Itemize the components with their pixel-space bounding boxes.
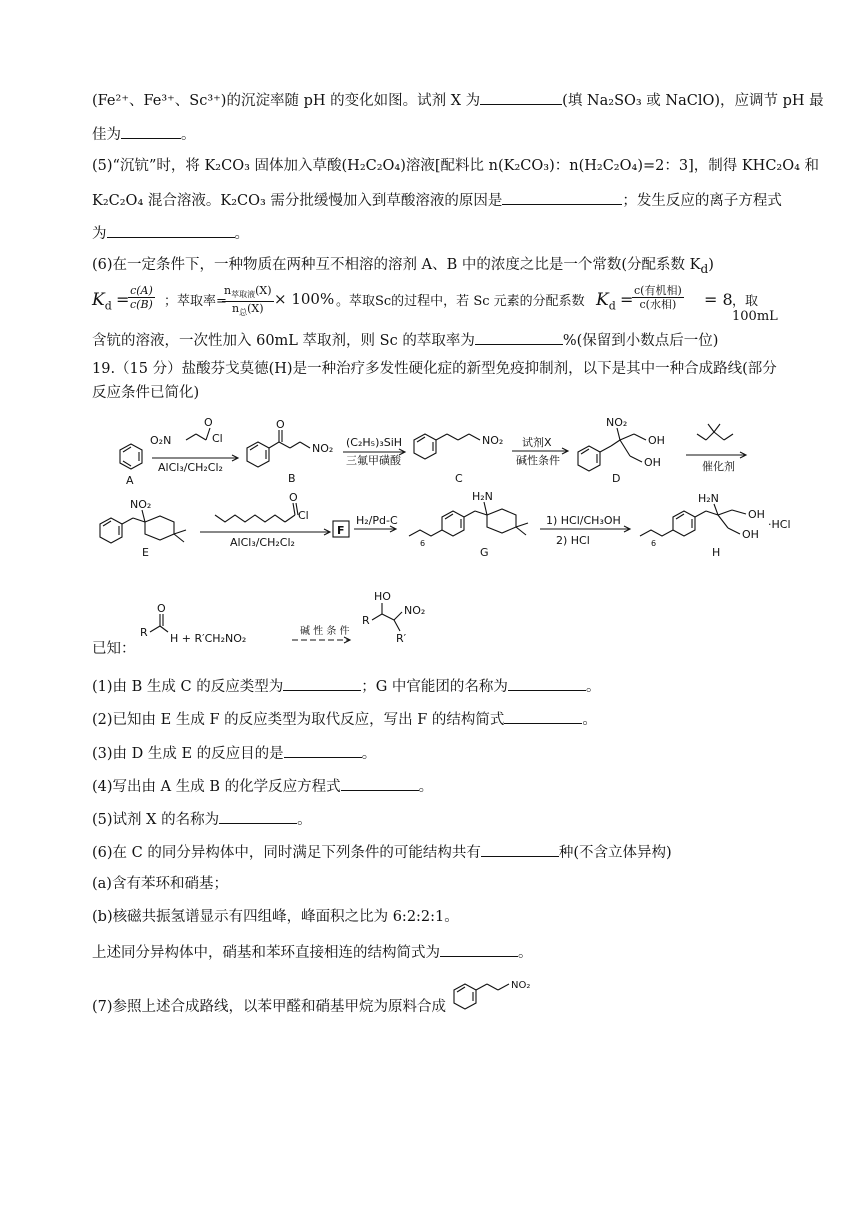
line8-text: 含钪的溶液，一次性加入 60mL 萃取剂，则 Sc 的萃取率为 [92,333,475,349]
r5-bottom: AlCl₃/CH₂Cl₂ [230,536,295,549]
g-sub6: 6 [420,539,426,548]
question-6a [92,875,228,893]
question-1 [92,676,600,696]
q6b-text: (b)核磁共振氢谱显示有四组峰，峰面积之比为 6:2:2:1。 [92,909,459,925]
q3-end: 。 [361,746,377,762]
r7-top: 1) HCl/CH₃OH [546,514,621,527]
question-5 [92,809,312,829]
q5-text: (5)试剂 X 的名称为 [92,812,220,828]
d-no2: NO₂ [606,416,628,429]
q6a-text: (a)含有苯环和硝基； [92,876,228,892]
q6-text: (6)在 C 的同分异构体中，同时满足下列条件的可能结构共有 [92,845,481,861]
question-6b [92,908,459,926]
known-rp: R′ [396,632,407,645]
c-no2: NO₂ [482,434,504,447]
answer-blank[interactable] [504,709,582,724]
question-4 [92,776,433,796]
known-r2: R [362,614,370,627]
line8-end: %(保留到小数点后一位) [562,333,719,349]
question-3 [92,743,376,763]
d-oh2: OH [644,456,661,469]
answer-blank[interactable] [440,942,518,957]
line6-end: ) [708,257,714,273]
line6-text: (6)在一定条件下，一种物质在两种互不相溶的溶剂 A、B 中的浓度之比是一个常数(分配系数 K [92,257,701,273]
r1-cl: Cl [212,432,223,445]
fraction-ca-cb: $\frac{c(A)}{c(B)}$ [130,284,153,311]
r3-top: 试剂X [522,436,552,449]
label-a: A [126,474,134,487]
kd-symbol-2: $K_d$ [596,290,616,313]
extract-rate-label: ；萃取率= [164,294,227,309]
r1-no2: O₂N [150,434,172,447]
line4-text-b: ；发生反应的离子方程式 [622,193,782,209]
r7-bottom: 2) HCl [556,534,590,547]
r2-top: (C₂H₅)₃SiH [346,436,403,449]
r1-cond: AlCl₃/CH₂Cl₂ [158,461,223,474]
line3-text: (5)“沉钪”时，将 K₂CO₃ 固体加入草酸(H₂C₂O₄)溶液[配料比 n(K₂CO₃)：n(H₂C₂O₄)=2：3]，制得 KHC₂O₄ 和 [92,158,820,174]
d-oh1: OH [648,434,665,447]
q1-end: 。 [585,679,601,695]
answer-blank[interactable] [508,676,586,691]
r4-bottom: 催化剂 [702,460,735,473]
q4-end: 。 [418,779,434,795]
label-d: D [612,472,621,485]
label-c: C [455,472,463,485]
g-h2n: H₂N [472,490,493,503]
eq-eight: = 8 [704,290,733,309]
h-oh2: OH [742,528,759,541]
q3-text: (3)由 D 生成 E 的反应目的是 [92,746,284,762]
r2-bottom: 三氟甲磺酸 [346,454,401,467]
b-o: O [276,418,285,431]
q2-end: 。 [582,712,597,728]
q6-text-b: 种(不含立体异构) [558,845,672,861]
answer-blank[interactable] [284,743,362,758]
known-cond: 碱 性 条 件 [300,626,350,637]
e-no2: NO₂ [130,498,152,511]
line2-end: 。 [181,127,196,143]
line5-text: 为 [92,226,107,242]
answer-blank[interactable] [341,776,419,791]
question-6 [92,842,672,862]
oct-o: O [289,491,298,504]
answer-blank[interactable] [283,676,361,691]
r1-o: O [204,416,213,429]
question-2 [92,709,597,729]
target-no2: NO₂ [511,980,531,991]
line2-text: 佳为 [92,127,121,143]
line6-sub: d [700,261,709,276]
known-text: 已知： [92,641,136,657]
b-no2: NO₂ [312,442,334,455]
h-h2n: H₂N [698,492,719,505]
q6c-end: 。 [518,945,533,961]
q6c-text: 上述同分异构体中，硝基和苯环直接相连的结构简式为 [92,945,440,961]
known-ho: HO [374,590,391,603]
known-o: O [157,602,166,615]
line7-end: ，取 100mL [732,294,778,324]
label-h: H [712,546,721,559]
line1-text-b: (填 Na₂SO₃ 或 NaClO)，应调节 pH 最 [562,93,824,109]
equals-sign: = [116,290,130,309]
line5-end: 。 [234,226,249,242]
label-e: E [142,546,149,559]
line7-text: 。萃取Sc的过程中，若 Sc 元素的分配系数 [336,294,585,309]
known-r: R [140,626,148,639]
h-hcl: ·HCl [768,518,791,531]
question-6c [92,942,533,962]
r6-top: H₂/Pd-C [356,514,398,527]
question-19-title: 19.（15 分）盐酸芬戈莫德(H)是一种治疗多发性硬化症的新型免疫抑制剂，以下是其中一种合成路线(部分 [92,361,777,377]
kd-symbol: $K_d$ [92,290,112,313]
line10-text: 反应条件已简化) [92,385,200,401]
q5-end: 。 [297,812,312,828]
equals-sign-2: = [620,290,634,309]
fraction-org-aq: c(有机相) c(水相) [634,284,682,311]
answer-blank[interactable] [219,809,297,824]
label-g: G [480,546,489,559]
times-100-percent: × 100% [274,290,335,308]
fraction-extract-rate: $n_{萃取液}(X)$ $n_总(X)$ [224,284,272,318]
q2-text: (2)已知由 E 生成 F 的反应类型为取代反应，写出 F 的结构简式 [92,712,505,728]
answer-blank[interactable] [481,842,559,857]
oct-cl: Cl [298,509,309,522]
known-reactants: H + R′CH₂NO₂ [170,632,247,645]
label-b: B [288,472,296,485]
h-sub6: 6 [651,539,657,548]
h-oh1: OH [748,508,765,521]
q7-text: (7)参照上述合成路线，以苯甲醛和硝基甲烷为原料合成 [92,999,447,1015]
q1-text-b: ；G 中官能团的名称为 [361,679,508,695]
known-label [92,640,136,658]
r3-bottom: 碱性条件 [516,454,560,467]
f-label: F [337,524,345,537]
known-no2: NO₂ [404,604,426,617]
q1-text: (1)由 B 生成 C 的反应类型为 [92,679,284,695]
question-7 [92,998,446,1016]
line1-text: (Fe²⁺、Fe³⁺、Sc³⁺)的沉淀率随 pH 的变化如图。试剂 X 为 [92,93,481,109]
q4-text: (4)写出由 A 生成 B 的化学反应方程式 [92,779,341,795]
line4-text: K₂C₂O₄ 混合溶液。K₂CO₃ 需分批缓慢加入到草酸溶液的原因是 [92,193,503,209]
